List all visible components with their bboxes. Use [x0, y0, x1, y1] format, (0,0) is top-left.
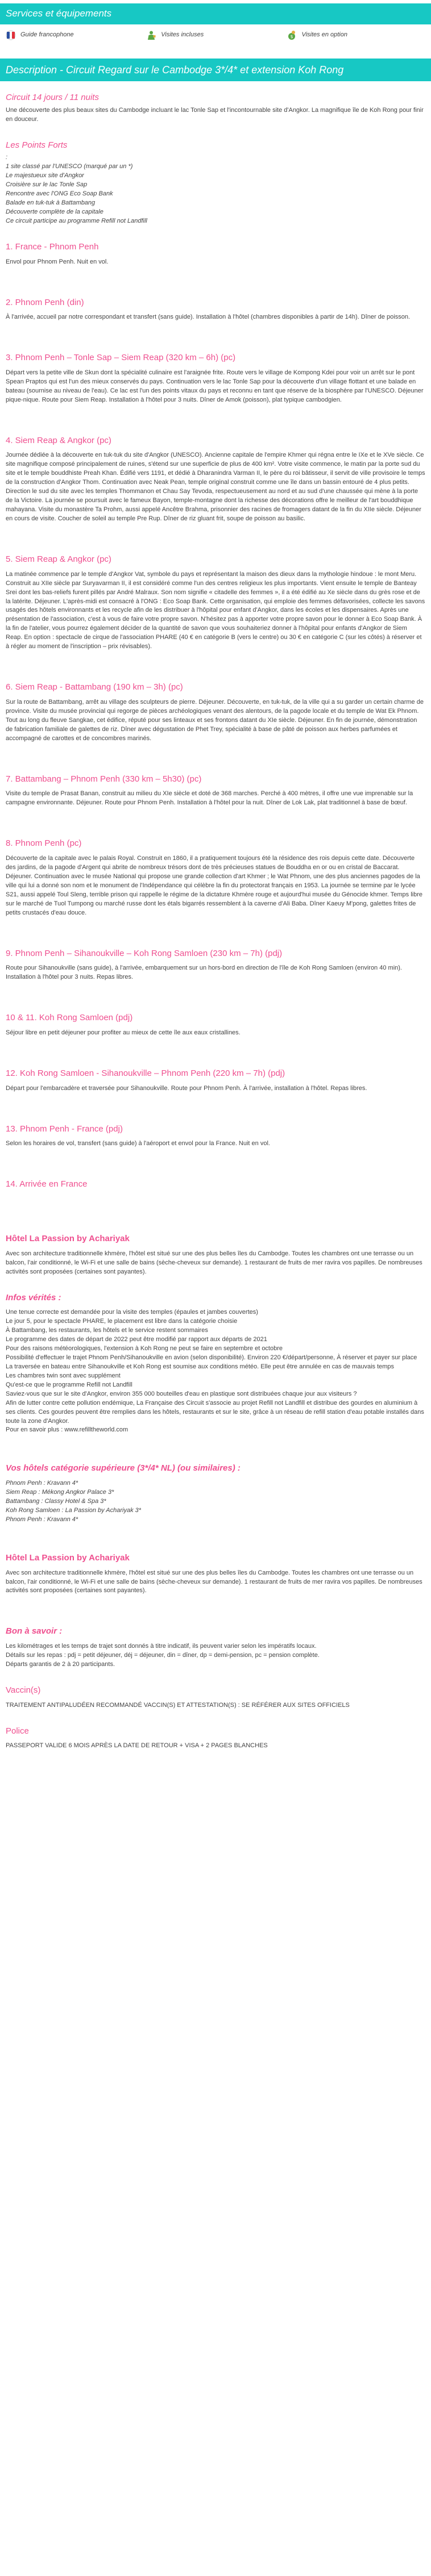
- day-text: Envol pour Phnom Penh. Nuit en vol.: [6, 258, 109, 265]
- police-text: PASSEPORT VALIDE 6 MOIS APRÈS LA DATE DE RETOUR + VISA + 2 PAGES BLANCHES: [6, 1742, 268, 1750]
- person-icon: [146, 30, 156, 40]
- circuit-title: Circuit 14 jours / 11 nuits: [6, 92, 99, 102]
- day-title: 5. Siem Reap & Angkor (pc): [6, 554, 111, 564]
- point-item: Découverte complète de la capitale: [6, 208, 103, 215]
- service-guide-label: Guide francophone: [20, 31, 74, 38]
- point-item: Croisière sur le lac Tonle Sap: [6, 181, 88, 189]
- infos-list: [6, 1308, 425, 1435]
- day-title: 2. Phnom Penh (din): [6, 297, 84, 307]
- bon-list: [6, 1642, 425, 1669]
- points-title: Les Points Forts: [6, 140, 68, 150]
- day-title: 6. Siem Reap - Battambang (190 km – 3h) (pc): [6, 682, 183, 692]
- flag-icon: [6, 30, 16, 40]
- services-banner: Services et équipements: [0, 3, 431, 24]
- info-item: Possibilité d'effectuer le trajet Phnom Penh/Sihanoukville en avion (selon disponibilité). Environ 220 €/départ/personne, À réserver et payer sur place: [6, 1354, 417, 1361]
- hotels-superior-title: Vos hôtels catégorie supérieure (3*/4* NL) (ou similaires) :: [6, 1463, 241, 1473]
- point-item: 1 site classé par l'UNESCO (marqué par un *): [6, 163, 133, 170]
- service-option: [287, 30, 425, 40]
- hotel-title: Hôtel La Passion by Achariyak: [6, 1233, 130, 1243]
- info-item: Pour des raisons météorologiques, l'extension à Koh Rong ne peut se faire en septembre et octobre: [6, 1345, 283, 1352]
- day-text: À l'arrivée, accueil par notre correspondant et transfert (sans guide). Installation à l'hôtel (chambres disponibles à partir de 14h). Dîner de poisson.: [6, 314, 411, 321]
- info-item: La traversée en bateau entre Sihanoukville et Koh Rong est soumise aux conditions météo. Elle peut être annulée en cas de mauvais temps: [6, 1363, 395, 1370]
- day-title: 14. Arrivée en France: [6, 1179, 88, 1189]
- hotel-title: Hôtel La Passion by Achariyak: [6, 1552, 130, 1563]
- service-visits: [146, 30, 285, 40]
- day-text: Départ pour l'embarcadère et traversée pour Sihanoukville. Route pour Phnom Penh. À l'arrivée, installation à l'hôtel. Repas libres.: [6, 1084, 367, 1092]
- point-item: Le majestueux site d'Angkor: [6, 172, 84, 179]
- hotel-text: Avec son architecture traditionnelle khmère, l'hôtel est situé sur une des plus belles îles du Cambodge. Toutes les chambres ont une terrasse ou un balcon, l'air conditionné, le Wi-Fi et une salle de bains (sèche-cheveux sur demande). 1 restaurant de fruits de mer ravira vos papilles. De nombreuses activités sont proposées (certaines sont payantes).: [6, 1569, 422, 1594]
- hotel-item: Phnom Penh : Kravann 4*: [6, 1480, 78, 1487]
- point-item: Rencontre avec l'ONG Eco Soap Bank: [6, 190, 113, 198]
- bon-title: Bon à savoir :: [6, 1626, 63, 1636]
- bon-item: Départs garantis de 2 à 20 participants.: [6, 1661, 115, 1668]
- vaccins-title: Vaccin(s): [6, 1685, 41, 1695]
- police-title: Police: [6, 1726, 29, 1736]
- point-item: Ce circuit participe au programme Refill not Landfill: [6, 217, 147, 224]
- circuit-intro: Une découverte des plus beaux sites du Cambodge incluant le lac Tonle Sap et l'incontournable site d'Angkor. La magnifique île de Koh Rong pour finir en douceur.: [6, 106, 424, 123]
- day-text: Départ vers la petite ville de Skun dont la spécialité culinaire est l'araignée frite. Route vers le village de Kompong Kdei pour voir un arrêt sur le pont Spean Praptos qui est l'un des mieux conservés du pays. Continuation vers le lac Tonle Sap pour la découverte d'un village flottant et une balade en bateau (sournise au niveau de l'eau). Ce lac est l'un des points vitaux du pays et reconnu en tant que réserve de la biosphère par l'UNESCO. Déjeuner pique-nique. Route pour Siem Reap. Installation à l'hôtel pour 3 nuits. Dîner de Amok (poisson), plat typique cambodgien.: [6, 369, 424, 403]
- info-item: À Battambang, les restaurants, les hôtels et le service restent sommaires: [6, 1327, 208, 1334]
- hotel-item: Phnom Penh : Kravann 4*: [6, 1515, 78, 1523]
- day-title: 9. Phnom Penh – Sihanoukville – Koh Rong Samloen (230 km – 7h) (pdj): [6, 948, 283, 958]
- day-text: La matinée commence par le temple d'Angkor Vat, symbole du pays et représentant la maison des dieux dans la mythologie hindoue : le mont Meru. Construit au XIIe siècle par Suryavarman II, il est considéré comme l'un des centres religieux les plus importants. Vient ensuite le temple de Banteay Srei dont les bas-reliefs furent pillés par André Malraux. Son nom signifie « citadelle des femmes », il a été édifié au Xe siècle dans du grès rose et de la latérite. Déjeuner. L'après-midi est consacré à l'ONG : Eco Soap Bank. Cette organisation, qui emploie des femmes défavorisées, collecte les savons usagés des hôtels environnants et les recycle afin de les distribuer à l'hôpital pour enfant d'Angkor, dans les écoles et les dispensaires. Après une présentation de l'association, c'est à vous de faire votre propre savon. N'hésitez pas à apporter votre propre savon pour le donner à Eco Soap Bank. À la fin de l'atelier, vous pourrez également décider de la quantité de savon que vous souhaiteriez donner à l'hôpital pour enfants d'Angkor de Siem Reap. En option : spectacle de cirque de l'association PHARE (40 € en catégorie B (vers le centre) ou 30 € en catégorie C (sur les côtés) à réserver et à régler au moment de l'inscription – prix révisables).: [6, 570, 425, 650]
- day-text: Découverte de la capitale avec le palais Royal. Construit en 1860, il a pratiquement toujours été la résidence des rois depuis cette date. Découverte des jardins, de la pagode d'Argent qui abrite de nombreux trésors dont de très précieuses statues de Bouddha en or ou en cristal de Baccarat. Déjeuner. Continuation avec le musée National qui propose une grande collection d'art Khmer ; le Wat Phnom, une des plus anciennes pagodes de la ville qui lui a donné son nom et le monument de l'Indépendance qui célèbre la fin du protectorat français en 1953. La journée se termine par le lycée S21, aussi appelé Toul Sleng, terrible prison qui rappelle le régime de la dictature Khmère rouge et aujourd'hui musée du Génocide khmer. Temps libre sur le marché de Tuol Tumpong ou marché russe dont les étals bigarrés ressemblent à la caverne d'Ali Baba. Dîner Kaeuy M'pong, galettes frites de petits crustacés d'eau douce.: [6, 854, 423, 916]
- day-title: 10 & 11. Koh Rong Samloen (pdj): [6, 1013, 133, 1023]
- services-row: [0, 24, 431, 44]
- info-item: Pour en savoir plus : www.refilltheworld.com: [6, 1426, 129, 1434]
- day-text: Journée dédiée à la découverte en tuk-tuk du site d'Angkor (UNESCO). Ancienne capitale de l'empire Khmer qui régna entre le IXe et le XVe siècle. Ce site magnifique composé principalement de ruines, s'étend sur une superficie de plus de 400 km². Votre visite commence, le matin par la porte sud du site et le temple bouddhiste Preah Khan. Édifié vers 1191, et dédié à Dharanindra Varman II, le père du roi bâtisseur, il servit de ville provisoire le temps de la construction d'Angkor Thom. Continuation avec Neak Pean, temple original construit comme une île dans un bassin entouré de 4 plus petits. Direction le sud du site avec les temples Thommanon et Chau Say Tevoda, respectueusement au nord et au sud d'une chaussée qui mène à la porte de la Victoire. La journée se poursuit avec le fameux Bayon, temple-montagne dont la richesse des décorations offre le meilleur de l'art bouddhique mahayana. Visite du monastère Ta Prohm, aussi appelé Ancêtre Brahma, prisonnier des racines de fromagers datant de la fin du XIIe siècle. Déjeuner en cours de visite. Coucher de soleil au temple Pre Rup. Dîner de riz gluant frit, soupe de poisson au basilic.: [6, 452, 425, 522]
- service-option-label: Visites en option: [301, 31, 347, 38]
- info-item: Le jour 5, pour le spectacle PHARE, le placement est libre dans la catégorie choisie: [6, 1318, 238, 1325]
- info-item: Une tenue correcte est demandée pour la visite des temples (épaules et jambes couvertes): [6, 1309, 258, 1316]
- bon-item: Détails sur les repas : pdj = petit déjeuner, déj = déjeuner, din = dîner, dp = demi-pension, pc = pension complète.: [6, 1652, 320, 1659]
- day-title: 12. Koh Rong Samloen - Sihanoukville – Phnom Penh (220 km – 7h) (pdj): [6, 1068, 285, 1078]
- day-title: 1. France - Phnom Penh: [6, 241, 99, 252]
- day-text: Visite du temple de Prasat Banan, construit au milieu du XIe siècle et doté de 368 marches. Perché à 400 mètres, il offre une vue imprenable sur la campagne environnante. Déjeuner. Route pour Phnom Penh. Installation à l'hôtel pour la nuit. Dîner de Lok Lak, plat traditionnel à base de bœuf.: [6, 790, 413, 807]
- description-banner: Description - Circuit Regard sur le Cambodge 3*/4* et extension Koh Rong: [0, 59, 431, 81]
- day-title: 3. Phnom Penh – Tonle Sap – Siem Reap (320 km – 6h) (pc): [6, 353, 236, 363]
- day-title: 7. Battambang – Phnom Penh (330 km – 5h30) (pc): [6, 774, 202, 784]
- day-text: Route pour Sihanoukville (sans guide), à l'arrivée, embarquement sur un hors-bord en direction de l'île de Koh Rong Samloen (environ 40 min). Installation à l'hôtel pour 3 nuits. Repas libres.: [6, 965, 402, 981]
- hotel-item: Battambang : Classy Hotel & Spa 3*: [6, 1498, 106, 1505]
- info-item: Le programme des dates de départ de 2022 peut être modifié par rapport aux départs de 2021: [6, 1336, 267, 1343]
- hotels-superior-list: [6, 1479, 425, 1525]
- bon-item: Les kilométrages et les temps de trajet sont donnés à titre indicatif, ils peuvent varier selon les impératifs locaux.: [6, 1643, 317, 1650]
- service-guide: [6, 30, 144, 40]
- vaccins-text: TRAITEMENT ANTIPALUDÉEN RECOMMANDÉ VACCIN(S) ET ATTESTATION(S) : SE RÉFÉRER AUX SITES OFFICIELS: [6, 1701, 350, 1709]
- day-text: Sur la route de Battambang, arrêt au village des sculpteurs de pierre. Déjeuner. Découverte, en tuk-tuk, de la ville qui a su garder un certain charme de province. Visite du musée provincial qui regorge de pièces archéologiques venant des alentours, de la pagode locale et du temple de Wat Ek Phnom. Tout au long du fleuve Sangkae, cet édifice, réputé pour ses linteaux et ses frontons datant du XIe siècle. Déjeuner. En fin de journée, démonstration de fabrication familiale de galettes de riz. Dîner avec dégustation de Phet Trey, spécialité à base de pâté de poisson aux herbes parfumées et accompagné de carottes et de concombres marinés.: [6, 698, 424, 742]
- day-text: Séjour libre en petit déjeuner pour profiter au mieux de cette île aux eaux cristallines.: [6, 1029, 241, 1036]
- info-item: Les chambres twin sont avec supplément: [6, 1372, 121, 1379]
- point-item: :: [6, 154, 8, 161]
- day-text: Selon les horaires de vol, transfert (sans guide) à l'aéroport et envol pour la France. Nuit en vol.: [6, 1140, 270, 1147]
- info-item: Afin de lutter contre cette pollution endémique, La Française des Circuit s'associe au projet Refill not Landfill et distribue des gourdes en aluminium à ses clients. Ces gourdes peuvent être remplies dans les hôtels, restaurants et sur le site, grâce à un réseau de refill station d'eau potable installés dans toute la zone d'Angkor.: [6, 1399, 424, 1425]
- hotel-item: Siem Reap : Mékong Angkor Palace 3*: [6, 1489, 114, 1496]
- description-content: [0, 91, 431, 1751]
- hotel-text: Avec son architecture traditionnelle khmère, l'hôtel est situé sur une des plus belles îles du Cambodge. Toutes les chambres ont une terrasse ou un balcon, l'air conditionné, le Wi-Fi et une salle de bains (sèche-cheveux sur demande). 1 restaurant de fruits de mer ravira vos papilles. De nombreuses activités sont proposées (certaines sont payantes).: [6, 1250, 422, 1275]
- dollar-icon: [287, 30, 297, 40]
- service-visits-label: Visites incluses: [161, 31, 204, 38]
- day-title: 4. Siem Reap & Angkor (pc): [6, 435, 111, 445]
- points-list: [6, 153, 425, 226]
- day-title: 13. Phnom Penh - France (pdj): [6, 1124, 123, 1134]
- info-item: Saviez-vous que sur le site d'Angkor, environ 355 000 bouteilles d'eau en plastique sont distribuées chaque jour aux visiteurs ?: [6, 1390, 357, 1397]
- hotel-item: Koh Rong Samloen : La Passion by Achariyak 3*: [6, 1506, 142, 1514]
- day-title: 8. Phnom Penh (pc): [6, 838, 82, 849]
- svg-text:$: $: [290, 34, 294, 39]
- info-item: Qu'est-ce que le programme Refill not Landfill: [6, 1381, 132, 1388]
- infos-title: Infos vérités :: [6, 1292, 61, 1302]
- point-item: Balade en tuk-tuk à Battambang: [6, 199, 96, 206]
